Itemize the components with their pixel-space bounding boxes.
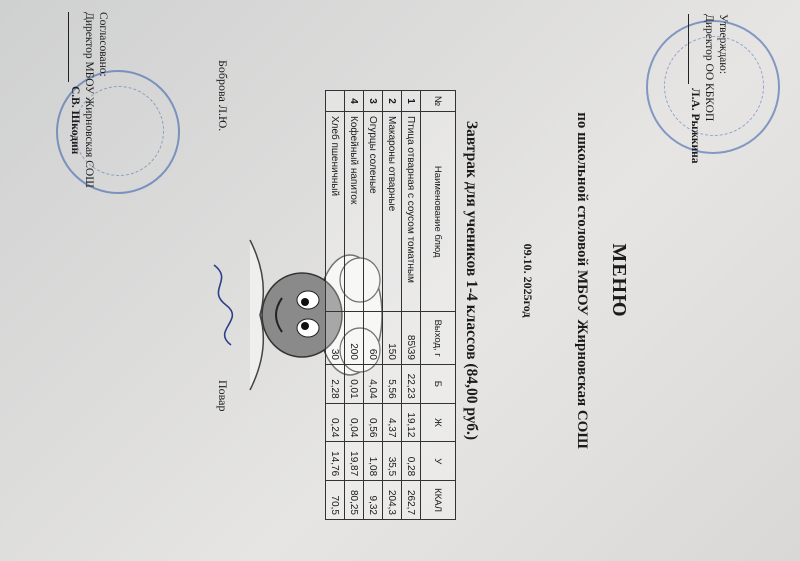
row-number: 2 bbox=[383, 91, 402, 112]
table-row bbox=[326, 91, 345, 520]
dish-kcal: 262,7 bbox=[402, 481, 421, 520]
dish-kcal: 70,5 bbox=[326, 481, 345, 520]
page-title: МЕНЮ bbox=[608, 243, 630, 318]
cook-label: Повар bbox=[216, 380, 230, 412]
approval-right-line2: Директор ОО КБКОП bbox=[703, 14, 715, 122]
dish-protein: 2,28 bbox=[326, 364, 345, 403]
meal-title: Завтрак для учеников 1-4 классов (84,00 руб.) bbox=[463, 120, 480, 441]
col-header-kcal: ККАЛ bbox=[421, 481, 456, 520]
dish-kcal: 80,25 bbox=[345, 481, 364, 520]
dish-carbs: 19,87 bbox=[345, 442, 364, 481]
dish-carbs: 0,28 bbox=[402, 442, 421, 481]
dish-fat: 0,24 bbox=[326, 403, 345, 442]
menu-table bbox=[325, 90, 456, 520]
table-row bbox=[345, 91, 364, 520]
approval-left-line1: Согласовано: bbox=[97, 12, 109, 77]
dish-protein: 22,23 bbox=[402, 364, 421, 403]
dish-output: 150 bbox=[383, 312, 402, 365]
page-subtitle: по школьной столовой МБОУ Жирновская СОШ bbox=[574, 112, 590, 449]
dish-output: 60 bbox=[364, 312, 383, 365]
row-number: 3 bbox=[364, 91, 383, 112]
dish-kcal: 9,32 bbox=[364, 481, 383, 520]
dish-fat: 0,56 bbox=[364, 403, 383, 442]
dish-name: Кофейный напиток bbox=[345, 112, 364, 312]
approval-left-line2: Директор МБОУ Жирновская СОШ bbox=[83, 12, 95, 188]
col-header-output: Выход, г bbox=[421, 312, 456, 365]
signature-line-icon bbox=[688, 14, 689, 84]
table-row bbox=[364, 91, 383, 520]
dish-name: Огурцы соленые bbox=[364, 112, 383, 312]
table-row bbox=[402, 91, 421, 520]
signature-line-icon bbox=[68, 12, 69, 82]
col-header-name: Наименование блюд bbox=[421, 112, 456, 312]
approval-left-line3: С.В. Шкодин bbox=[69, 86, 81, 155]
dish-carbs: 14,76 bbox=[326, 442, 345, 481]
dish-output: 30 bbox=[326, 312, 345, 365]
col-header-z: Ж bbox=[421, 403, 456, 442]
dish-output: 85\39 bbox=[402, 312, 421, 365]
menu-date: 09.10. 2025год bbox=[521, 243, 535, 318]
row-number bbox=[326, 91, 345, 112]
dish-fat: 0,04 bbox=[345, 403, 364, 442]
dish-carbs: 35,5 bbox=[383, 442, 402, 481]
dish-protein: 0,01 bbox=[345, 364, 364, 403]
approval-block-left bbox=[68, 12, 110, 212]
dish-protein: 4,04 bbox=[364, 364, 383, 403]
table-header-row bbox=[421, 91, 456, 520]
dish-protein: 5,56 bbox=[383, 364, 402, 403]
dish-fat: 4,37 bbox=[383, 403, 402, 442]
dish-output: 200 bbox=[345, 312, 364, 365]
approval-block-right bbox=[688, 14, 730, 174]
row-number: 1 bbox=[402, 91, 421, 112]
col-header-u: У bbox=[421, 442, 456, 481]
dish-kcal: 204,3 bbox=[383, 481, 402, 520]
dish-carbs: 1,08 bbox=[364, 442, 383, 481]
col-header-b: Б bbox=[421, 364, 456, 403]
dish-fat: 19,12 bbox=[402, 403, 421, 442]
dish-name: Птица отварная с соусом томатным bbox=[402, 112, 421, 312]
dish-name: Макароны отварные bbox=[383, 112, 402, 312]
row-number: 4 bbox=[345, 91, 364, 112]
table-row bbox=[383, 91, 402, 520]
dish-name: Хлеб пшеничный bbox=[326, 112, 345, 312]
cook-signature-icon bbox=[206, 260, 236, 350]
col-header-num: № bbox=[421, 91, 456, 112]
approval-right-line3: Л.А. Рыжкина bbox=[689, 88, 701, 164]
approval-right-line1: Утверждаю: bbox=[717, 14, 729, 75]
cook-name: Боброва Л.Ю. bbox=[216, 60, 230, 132]
